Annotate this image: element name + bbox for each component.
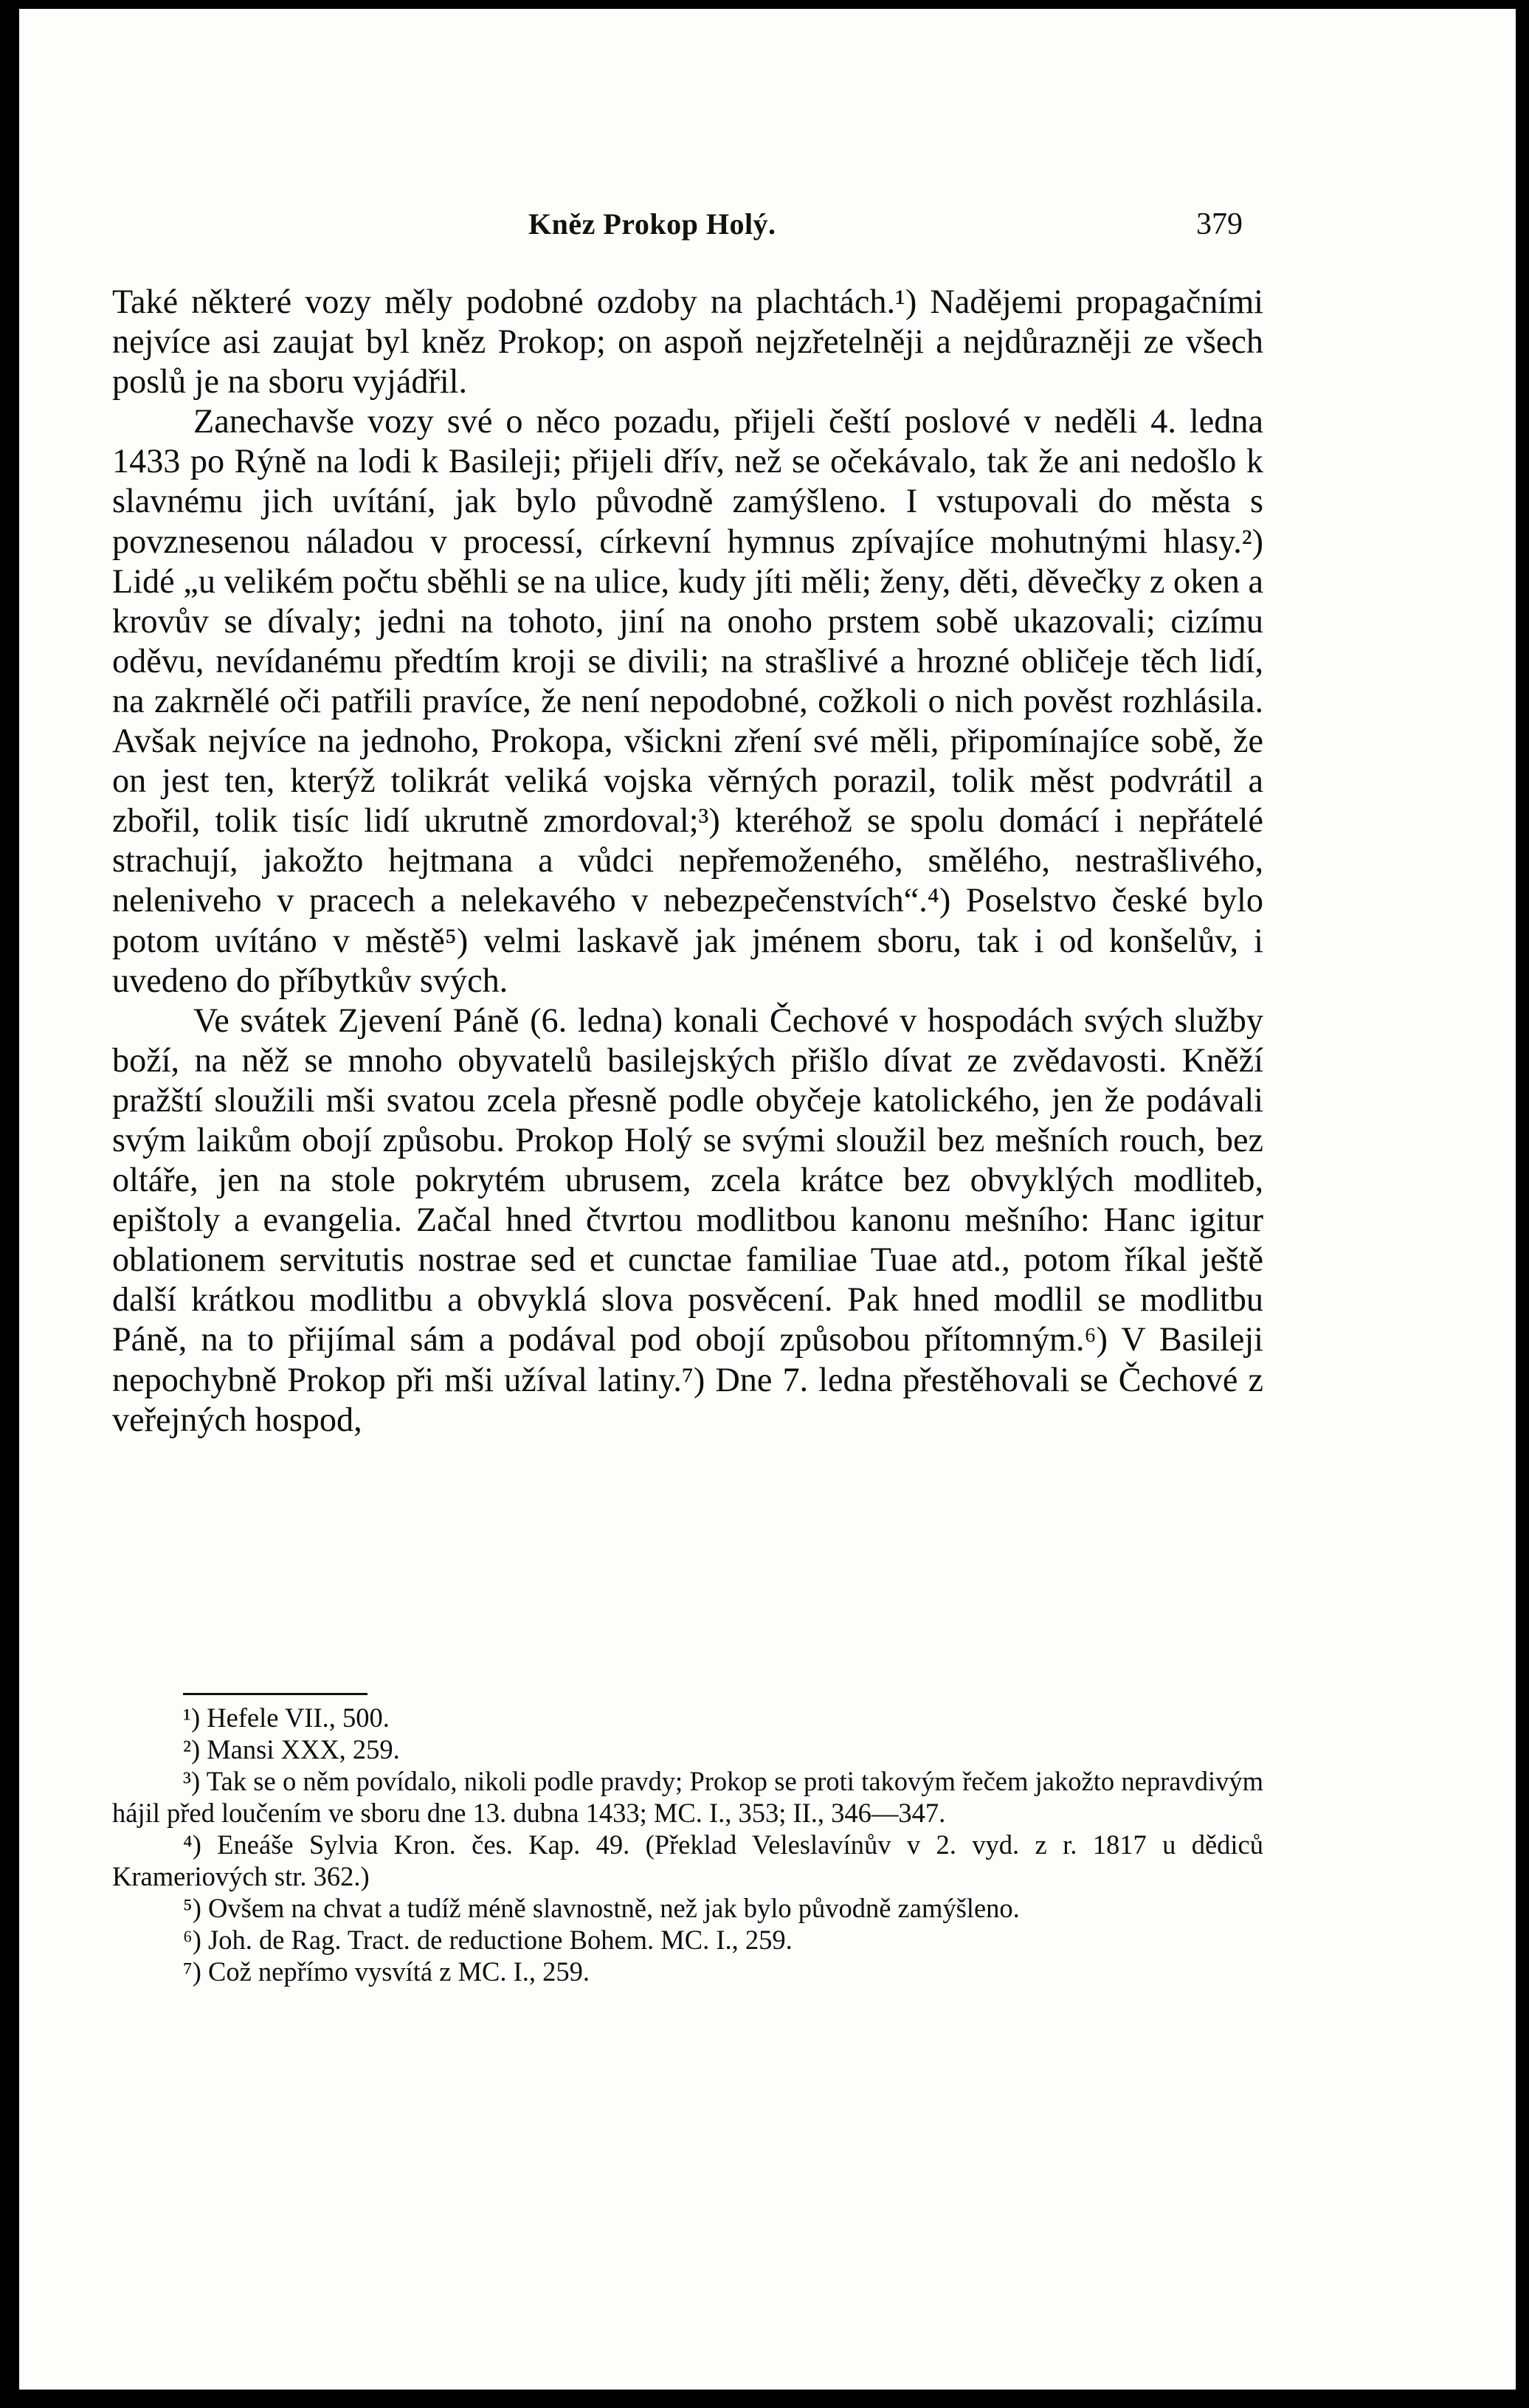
footnote-separator — [183, 1693, 367, 1695]
page-number: 379 — [1196, 207, 1243, 241]
footnotes — [112, 1702, 1263, 1987]
main-text — [112, 282, 1263, 1440]
footnote-3: ³) Tak se o něm povídalo, nikoli podle pravdy; Prokop se proti takovým řečem jakožto nepravdivým hájil před loučením ve sboru dne 13. dubna 1433; MC. I., 353; II., 346—347. — [112, 1766, 1263, 1828]
paragraph: Ve svátek Zjevení Páně (6. ledna) konali Čechové v hospodách svých služby boží, na něž se mnoho obyvatelů basilejských přišlo dívat ze zvědavosti. Kněží pražští sloužili mši svatou zcela přesně podle obyčeje katolického, jen že podávali svým laikům obojí způsobu. Prokop Holý se svými sloužil bez mešních rouch, bez oltáře, jen na stole pokrytém ubrusem, zcela krátce bez obvyklých modliteb, epištoly a evangelia. Začal hned čtvrtou modlitbou kanonu mešního: Hanc igitur oblationem servitutis nostrae sed et cunctae familiae Tuae atd., potom říkal ještě další krátkou modlitbu a obvyklá slova posvěcení. Pak hned modlil se modlitbu Páně, na to přijímal sám a podával pod obojí způsobou přítomným.⁶) V Basileji nepochybně Prokop při mši užíval latiny.⁷) Dne 7. ledna přestěhovali se Čechové z veřejných hospod, — [112, 1001, 1263, 1438]
paragraph: Zanechavše vozy své o něco pozadu, přijeli čeští poslové v neděli 4. ledna 1433 po Rýně na lodi k Basileji; přijeli dřív, než se očekávalo, tak že ani nedošlo k slavnému jich uvítání, jak bylo původně zamýšleno. I vstupovali do města s povznesenou náladou v processí, církevní hymnus zpívajíce mohutnými hlasy.²) Lidé „u velikém počtu sběhli se na ulice, kudy jíti měli; ženy, děti, děvečky z oken a krovův se dívaly; jedni na tohoto, jiní na onoho prstem sobě ukazovali; cizímu oděvu, nevídanému předtím kroji se divili; na strašlivé a hrozné obličeje těch lidí, na zakrnělé oči patřili pravíce, že není nepodobné, cožkoli o nich pověst rozhlásila. Avšak nejvíce na jednoho, Prokopa, všickni zření své měli, připomínajíce sobě, že on jest ten, kterýž tolikrát veliká vojska věrných porazil, tolik měst podvrátil a zbořil, tolik tisíc lidí ukrutně zmordoval;³) kteréhož se spolu domácí i nepřátelé strachují, jakožto hejtmana a vůdci nepřemoženého, smělého, nestrašlivého, neleniveho v pracech a nelekavého v nebezpečenstvích“.⁴) Poselstvo české bylo potom uvítáno v městě⁵) velmi laskavě jak jménem sboru, tak i od konšelův, i uvedeno do příbytkův svých. — [112, 402, 1263, 999]
book-page — [19, 9, 1516, 2390]
footnote-6: ⁶) Joh. de Rag. Tract. de reductione Bohem. MC. I., 259. — [183, 1925, 793, 1955]
paragraph: Také některé vozy měly podobné ozdoby na plachtách.¹) Nadějemi propagačními nejvíce asi zaujat byl kněz Prokop; on aspoň nejzřetelněji a nejdůrazněji ze všech poslů je na sboru vyjádřil. — [112, 283, 1263, 401]
footnote-7: ⁷) Což nepřímo vysvítá z MC. I., 259. — [183, 1956, 590, 1987]
footnote-1: ¹) Hefele VII., 500. — [183, 1702, 390, 1733]
footnote-5: ⁵) Ovšem na chvat a tudíž méně slavnostně, než jak bylo původně zamýšleno. — [183, 1893, 1020, 1923]
footnote-4: ⁴) Eneáše Sylvia Kron. čes. Kap. 49. (Překlad Veleslavínův v 2. vyd. z r. 1817 u dědiců Krameriových str. 362.) — [112, 1829, 1263, 1891]
footnote-2: ²) Mansi XXX, 259. — [183, 1734, 400, 1764]
running-title: Kněz Prokop Holý. — [528, 207, 776, 241]
running-header — [19, 207, 1516, 251]
